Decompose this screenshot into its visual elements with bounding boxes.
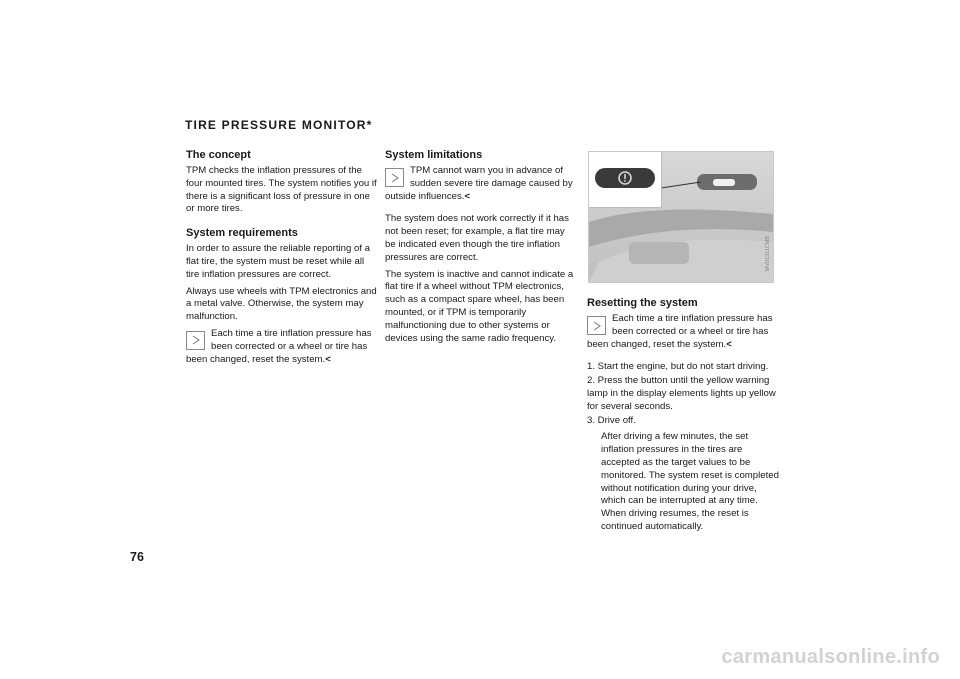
caution-arrow-icon [385, 168, 404, 187]
limitations-para2: The system is inactive and cannot indicate a flat tire if a wheel without TPM electronics, such as a compact spare wheel, has been mounted, or if TPM is temporarily malfunctioning due to other systems or devices using the same radio frequency. [385, 268, 574, 344]
requirements-para2: Always use wheels with TPM electronics and a metal valve. Otherwise, the system may malfunction. [186, 285, 377, 323]
limitations-note-text: TPM cannot warn you in advance of sudden severe tire damage caused by outside influences. [385, 165, 573, 202]
resetting-note-text: Each time a tire inflation pressure has been corrected or a wheel or tire has been changed, reset the system. [587, 313, 773, 350]
watermark: carmanualsonline.info [721, 646, 940, 668]
resetting-note [587, 313, 780, 351]
requirements-heading: System requirements [186, 227, 298, 240]
step-item: 3. Drive off. [587, 414, 636, 426]
concept-heading: The concept [186, 149, 251, 161]
limitations-para1: The system does not work correctly if it has not been reset; for example, a flat tire may be indicated even though the tire inflation pressures are correct. [385, 213, 569, 263]
requirements-note-text: Each time a tire inflation pressure has been corrected or a wheel or tire has been changed, reset the system. [186, 327, 372, 365]
concept-body: TPM checks the inflation pressures of the four mounted tires. The system notifies you if there is a significant loss of pressure in one or more tires. [186, 165, 377, 215]
step-item: 1. Start the engine, but do not start driving. [587, 361, 769, 373]
end-mark: < [464, 190, 471, 202]
section-title: TIRE PRESSURE MONITOR* [185, 118, 373, 132]
limitations-heading: System limitations [385, 149, 483, 161]
column-right [587, 296, 780, 538]
requirements-para1: In order to assure the reliable reporting of a flat tire, the system must be reset while all tire inflation pressures are correct. [186, 243, 370, 280]
resetting-heading: Resetting the system [587, 297, 698, 309]
requirements-note [186, 328, 379, 366]
limitations-note [385, 165, 578, 203]
column-middle [385, 148, 578, 349]
page-number: 76 [130, 550, 144, 564]
step-item: 2. Press the button until the yellow warning lamp in the display elements lights up yellow for several seconds. [587, 375, 776, 412]
column-left [186, 148, 379, 370]
step3-detail: After driving a few minutes, the set inflation pressures in the tires are accepted as the target values to be monitored. The system reset is completed without notification during your drive, which can be interrupted at any time. When driving resumes, the reset is continued automatically. [601, 431, 779, 532]
end-mark: < [325, 353, 331, 365]
button-closeup-inset [589, 152, 662, 208]
caution-arrow-icon [587, 316, 606, 335]
figure-code: MV01311CMB [765, 236, 771, 272]
reset-steps [587, 361, 780, 533]
caution-arrow-icon [186, 331, 205, 350]
tpm-reset-button-photo [588, 151, 774, 283]
end-mark: < [726, 338, 732, 350]
